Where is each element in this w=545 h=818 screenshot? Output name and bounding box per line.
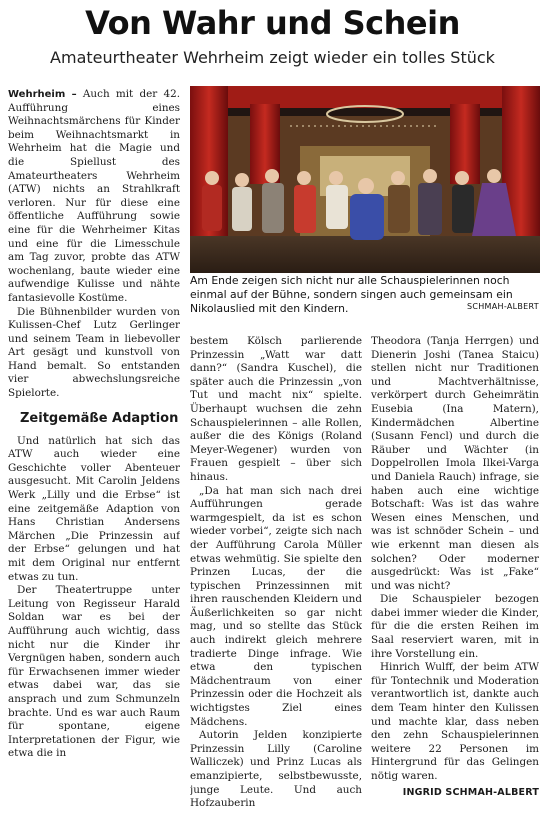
subheadline: Amateurtheater Wehrheim zeigt wieder ein tolles Stück (50, 48, 495, 67)
article-column-1 (8, 88, 180, 816)
paragraph: Und natürlich hat sich das ATW auch wieder eine Geschichte voller Abenteuer ausgesucht. Mit Carolin Jeldens Werk „Lilly und die Erbse“ ist eine zeitgemäße Adaption von Hans Christian Andersens Märchen „Die Prinzessin auf der Erbse“ gelungen und hat mit dem Original nur entfernt etwas zu tun. (8, 434, 180, 583)
paragraph: Der Theatertruppe unter Leitung von Regisseur Harald Soldan war es bei der Aufführung auch wichtig, dass nicht nur die Kinder ihr Vergnügen haben, sondern auch für Erwachsenen immer wieder etwas dabei war, das sie ansprach und zum Schmunzeln brachte. Und es war auch Raum für spontane, eigene Interpretationen der Figur, wie etwa die in (8, 584, 180, 760)
paragraph-text: Auch mit der 42. Aufführung eines Weihnachtsmärchens für Kinder beim Weihnachtsmarkt in Wehrheim hat die Magie und die Spiellust des Amateurtheaters Wehrheim (ATW) nichts an Strahlkraft verloren. Nur für diese eine öffentliche Aufführung sowie eine für die Wehrheimer Kitas und eine für die Limesschule am Tag zuvor, probte das ATW wochenlang, baute wieder eine aufwendige Kulisse und nähte fantasievolle Kostüme. (8, 88, 180, 304)
dateline: Wehrheim – (8, 89, 77, 100)
stage-photo-illustration (190, 86, 540, 273)
headline: Von Wahr und Schein (85, 4, 460, 42)
paragraph: Die Bühnenbilder wurden von Kulissen-Chef Lutz Gerlinger und seinem Team in liebevoller Art gesägt und kunstvoll von Hand bemalt. So entstanden vier abwechslungsreiche Spielorte. (8, 305, 180, 400)
paragraph: Hinrich Wulff, der beim ATW für Tontechnik und Moderation verantwortlich ist, dankte auch dem Team hinter den Kulissen und machte klar, dass neben den zehn Schauspielerinnen weitere 22 Personen im Hintergrund für das Gelingen nötig waren. (371, 661, 539, 782)
paragraph: Autorin Jelden konzipierte Prinzessin Lilly (Caroline Walliczek) und Prinz Lucas als emanzipierte, selbstbewusste, junge Leute. Und auch Hofzauberin (190, 729, 362, 810)
paragraph: bestem Kölsch parlierende Prinzessin „Watt war datt dann?“ (Sandra Kuschel), die später auch die Prinzessin „von Tut und macht nix“ spielte. Überhaupt wuchsen die zehn Schauspielerinnen – alle Rollen, außer die des Königs (Roland Meyer-Wegener) wurden von Frauen gespielt – über sich hinaus. (190, 335, 362, 483)
article-column-3 (371, 335, 539, 816)
paragraph: „Da hat man sich nach drei Aufführungen gerade warmgespielt, da ist es schon wieder vorbei“, zeigte sich nach der Aufführung Carola Müller etwas wehmütig. Sie spielte den Prinzen Lucas, der die typischen Prinzessinnen mit ihren rauschenden Kleidern und Äußerlichkeiten so gar nicht mag, und so stellte das Stück auch indirekt gleich mehrere tradierte Dinge infrage. Wie etwa den typischen Mädchentraum von einer Prinzessin oder die Hochzeit als wichtigstes Ziel eines Mädchens. (190, 484, 362, 728)
photo-caption: Am Ende zeigen sich nicht nur alle Schauspielerinnen noch einmal auf der Bühne, sondern singen auch gemeinsam ein Nikolauslied mit den Kindern. (190, 274, 513, 315)
author-byline: INGRID SCHMAH-ALBERT (402, 786, 539, 798)
photo-credit: SCHMAH-ALBERT (466, 302, 539, 311)
paragraph: Die Schauspieler bezogen dabei immer wieder die Kinder, für die die ersten Reihen im Saal reserviert waren, mit in ihre Vorstellung ein. (371, 593, 539, 660)
article-column-2 (190, 335, 362, 816)
section-subheading: Zeitgemäße Adaption (20, 410, 179, 426)
stage-photo (190, 86, 540, 273)
paragraph: Theodora (Tanja Herrgen) und Dienerin Joshi (Tanea Staicu) stellen nicht nur Traditionen und Machtverhältnisse, verkörpert durch Geheimrätin Eusebia (Ina Matern), Kindermädchen Albertine (Susann Fencl) und durch die Räuber und Wächter (in Doppelrollen Imola Ilkei-Varga und Daniela Rauch) infrage, sie haben auch eine wichtige Botschaft: Was ist das wahre Wesen eines Menschen, und was ist schnöder Schein – und wie erkennt man diesen als solchen? Oder moderner ausgedrückt: Was ist „Fake“ und was nicht? (371, 335, 539, 592)
paragraph (8, 88, 180, 306)
